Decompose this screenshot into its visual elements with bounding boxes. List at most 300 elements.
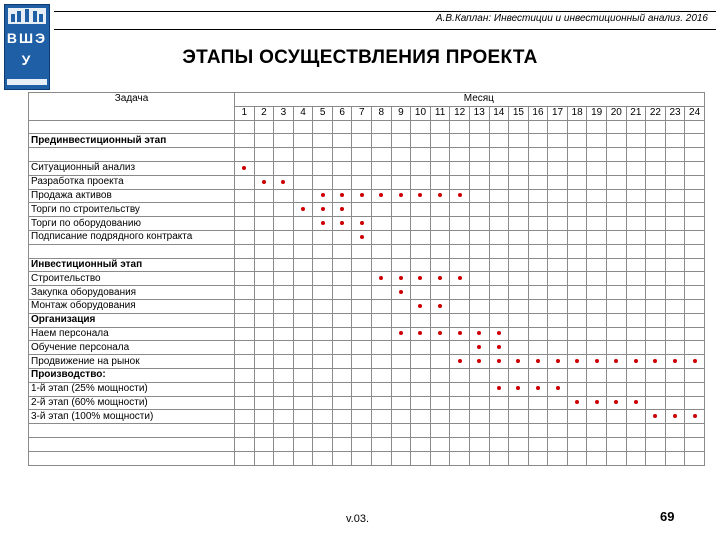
- table-row: [29, 272, 705, 286]
- month-cell: [528, 327, 548, 341]
- month-cell: [685, 396, 705, 410]
- table-row: [29, 410, 705, 424]
- month-cell: [293, 175, 313, 189]
- month-cell: [235, 161, 255, 175]
- month-cell: [606, 148, 626, 162]
- month-cell: [293, 189, 313, 203]
- month-cell: [450, 396, 470, 410]
- month-cell: [528, 410, 548, 424]
- month-cell: [567, 410, 587, 424]
- month-cell: [235, 134, 255, 148]
- month-cell: [254, 134, 274, 148]
- month-cell: [352, 148, 372, 162]
- month-cell: [587, 368, 607, 382]
- month-cell: [372, 299, 392, 313]
- month-cell: [235, 258, 255, 272]
- table-row: [29, 299, 705, 313]
- month-cell: [235, 424, 255, 438]
- activity-marker: [418, 276, 422, 280]
- month-cell: [235, 286, 255, 300]
- month-cell: [685, 299, 705, 313]
- month-cell: [528, 424, 548, 438]
- month-cell: [450, 424, 470, 438]
- month-cell: [391, 327, 411, 341]
- month-cell: [274, 217, 294, 231]
- month-cell: [626, 341, 646, 355]
- month-cell: [411, 272, 431, 286]
- month-cell: [254, 217, 274, 231]
- month-cell: [411, 396, 431, 410]
- month-cell: [235, 382, 255, 396]
- month-cell: [254, 313, 274, 327]
- month-cell: [685, 451, 705, 465]
- month-cell: [509, 424, 529, 438]
- month-cell: [646, 451, 666, 465]
- activity-marker: [458, 276, 462, 280]
- month-cell: [606, 382, 626, 396]
- month-cell: [587, 189, 607, 203]
- month-cell: [332, 120, 352, 134]
- month-number: 15: [509, 106, 529, 120]
- month-cell: [411, 120, 431, 134]
- month-cell: [411, 327, 431, 341]
- month-cell: [685, 258, 705, 272]
- month-cell: [313, 368, 333, 382]
- month-cell: [665, 437, 685, 451]
- month-cell: [606, 313, 626, 327]
- month-cell: [646, 148, 666, 162]
- month-cell: [489, 382, 509, 396]
- header-row: [29, 93, 705, 107]
- month-cell: [313, 327, 333, 341]
- table-row: [29, 437, 705, 451]
- month-cell: [567, 272, 587, 286]
- month-cell: [469, 437, 489, 451]
- month-cell: [254, 189, 274, 203]
- month-cell: [274, 203, 294, 217]
- month-cell: [646, 313, 666, 327]
- month-cell: [293, 451, 313, 465]
- month-cell: [450, 189, 470, 203]
- month-cell: [430, 120, 450, 134]
- month-cell: [685, 161, 705, 175]
- month-cell: [293, 286, 313, 300]
- month-cell: [391, 396, 411, 410]
- activity-marker: [458, 359, 462, 363]
- month-cell: [235, 244, 255, 258]
- month-cell: [509, 451, 529, 465]
- month-cell: [587, 410, 607, 424]
- month-cell: [332, 451, 352, 465]
- month-cell: [606, 437, 626, 451]
- month-cell: [509, 217, 529, 231]
- month-cell: [450, 451, 470, 465]
- table-row: [29, 396, 705, 410]
- month-cell: [509, 258, 529, 272]
- month-cell: [489, 161, 509, 175]
- month-cell: [469, 217, 489, 231]
- activity-marker: [536, 359, 540, 363]
- month-cell: [430, 341, 450, 355]
- month-cell: [548, 410, 568, 424]
- task-label: Монтаж оборудования: [29, 299, 235, 313]
- month-cell: [391, 451, 411, 465]
- month-cell: [509, 148, 529, 162]
- month-cell: [411, 451, 431, 465]
- month-number: 2: [254, 106, 274, 120]
- month-cell: [489, 327, 509, 341]
- month-cell: [528, 230, 548, 244]
- month-cell: [606, 424, 626, 438]
- month-cell: [489, 424, 509, 438]
- month-cell: [274, 327, 294, 341]
- month-cell: [411, 424, 431, 438]
- month-cell: [626, 230, 646, 244]
- activity-marker: [340, 193, 344, 197]
- activity-marker: [399, 276, 403, 280]
- month-cell: [665, 175, 685, 189]
- month-cell: [391, 148, 411, 162]
- month-cell: [254, 437, 274, 451]
- month-cell: [548, 134, 568, 148]
- month-cell: [509, 327, 529, 341]
- month-cell: [489, 286, 509, 300]
- month-cell: [646, 437, 666, 451]
- month-cell: [646, 272, 666, 286]
- month-cell: [685, 148, 705, 162]
- footer-version: v.03.: [346, 513, 370, 525]
- activity-marker: [477, 345, 481, 349]
- month-number: 13: [469, 106, 489, 120]
- month-cell: [626, 120, 646, 134]
- month-cell: [332, 396, 352, 410]
- month-cell: [254, 451, 274, 465]
- table-row: [29, 217, 705, 231]
- activity-marker: [321, 207, 325, 211]
- month-cell: [567, 451, 587, 465]
- activity-marker: [477, 331, 481, 335]
- month-cell: [352, 120, 372, 134]
- month-cell: [489, 120, 509, 134]
- month-cell: [430, 396, 450, 410]
- month-cell: [254, 203, 274, 217]
- month-cell: [528, 217, 548, 231]
- month-cell: [352, 451, 372, 465]
- month-cell: [685, 217, 705, 231]
- month-cell: [528, 368, 548, 382]
- activity-marker: [575, 359, 579, 363]
- month-cell: [411, 175, 431, 189]
- month-cell: [685, 437, 705, 451]
- month-cell: [646, 161, 666, 175]
- month-cell: [372, 410, 392, 424]
- month-cell: [646, 299, 666, 313]
- month-cell: [626, 189, 646, 203]
- month-cell: [450, 175, 470, 189]
- month-cell: [352, 368, 372, 382]
- month-cell: [274, 355, 294, 369]
- month-cell: [274, 148, 294, 162]
- page-title: ЭТАПЫ ОСУЩЕСТВЛЕНИЯ ПРОЕКТА: [182, 47, 538, 68]
- activity-marker: [360, 235, 364, 239]
- activity-marker: [379, 276, 383, 280]
- month-cell: [685, 341, 705, 355]
- month-cell: [606, 410, 626, 424]
- month-cell: [332, 424, 352, 438]
- month-cell: [313, 410, 333, 424]
- month-cell: [450, 134, 470, 148]
- month-cell: [606, 286, 626, 300]
- month-cell: [685, 230, 705, 244]
- month-cell: [332, 258, 352, 272]
- month-cell: [489, 189, 509, 203]
- month-cell: [665, 230, 685, 244]
- month-cell: [391, 437, 411, 451]
- task-label: Наем персонала: [29, 327, 235, 341]
- table-row: [29, 341, 705, 355]
- activity-marker: [634, 359, 638, 363]
- month-cell: [548, 313, 568, 327]
- month-cell: [293, 410, 313, 424]
- activity-marker: [281, 180, 285, 184]
- activity-marker: [321, 193, 325, 197]
- month-cell: [332, 189, 352, 203]
- month-cell: [391, 313, 411, 327]
- table-row: [29, 327, 705, 341]
- month-cell: [430, 424, 450, 438]
- month-cell: [587, 299, 607, 313]
- month-cell: [489, 134, 509, 148]
- month-cell: [665, 148, 685, 162]
- month-cell: [352, 424, 372, 438]
- month-cell: [469, 161, 489, 175]
- month-cell: [626, 244, 646, 258]
- month-cell: [685, 244, 705, 258]
- month-cell: [235, 313, 255, 327]
- month-cell: [528, 396, 548, 410]
- month-cell: [430, 327, 450, 341]
- month-number: 11: [430, 106, 450, 120]
- month-cell: [587, 161, 607, 175]
- month-cell: [391, 424, 411, 438]
- month-cell: [450, 258, 470, 272]
- logo-text: ВШЭУ: [6, 30, 48, 68]
- month-cell: [352, 410, 372, 424]
- month-number: 16: [528, 106, 548, 120]
- month-cell: [587, 437, 607, 451]
- month-cell: [685, 120, 705, 134]
- month-cell: [469, 272, 489, 286]
- month-cell: [509, 299, 529, 313]
- month-cell: [352, 217, 372, 231]
- activity-marker: [360, 193, 364, 197]
- month-cell: [313, 313, 333, 327]
- month-cell: [587, 203, 607, 217]
- activity-marker: [556, 359, 560, 363]
- month-cell: [430, 313, 450, 327]
- month-cell: [235, 410, 255, 424]
- month-cell: [235, 189, 255, 203]
- month-cell: [274, 410, 294, 424]
- month-cell: [450, 217, 470, 231]
- gantt-table: [28, 92, 705, 466]
- month-cell: [606, 299, 626, 313]
- month-cell: [548, 437, 568, 451]
- month-cell: [274, 258, 294, 272]
- month-cell: [587, 175, 607, 189]
- month-cell: [274, 175, 294, 189]
- month-cell: [313, 217, 333, 231]
- month-cell: [606, 258, 626, 272]
- section-label: Производство:: [29, 368, 235, 382]
- activity-marker: [497, 345, 501, 349]
- month-cell: [685, 355, 705, 369]
- activity-marker: [575, 400, 579, 404]
- month-cell: [685, 410, 705, 424]
- month-cell: [450, 327, 470, 341]
- month-cell: [606, 396, 626, 410]
- month-cell: [587, 355, 607, 369]
- month-cell: [626, 327, 646, 341]
- month-cell: [567, 230, 587, 244]
- table-row: [29, 203, 705, 217]
- month-cell: [489, 313, 509, 327]
- section-label: Организация: [29, 313, 235, 327]
- month-cell: [626, 175, 646, 189]
- activity-marker: [614, 400, 618, 404]
- month-cell: [587, 120, 607, 134]
- month-cell: [489, 410, 509, 424]
- month-cell: [274, 134, 294, 148]
- month-cell: [235, 327, 255, 341]
- month-cell: [430, 272, 450, 286]
- task-label: Обучение персонала: [29, 341, 235, 355]
- task-label: [29, 437, 235, 451]
- table-row: [29, 313, 705, 327]
- month-cell: [665, 424, 685, 438]
- month-cell: [567, 189, 587, 203]
- month-cell: [567, 175, 587, 189]
- task-label: Ситуационный анализ: [29, 161, 235, 175]
- month-cell: [548, 396, 568, 410]
- month-cell: [665, 382, 685, 396]
- month-cell: [352, 203, 372, 217]
- month-cell: [274, 368, 294, 382]
- month-cell: [685, 286, 705, 300]
- month-cell: [254, 148, 274, 162]
- activity-marker: [399, 331, 403, 335]
- month-cell: [391, 341, 411, 355]
- month-cell: [685, 424, 705, 438]
- month-cell: [254, 410, 274, 424]
- month-cell: [509, 382, 529, 396]
- month-cell: [665, 327, 685, 341]
- month-cell: [391, 410, 411, 424]
- month-cell: [685, 382, 705, 396]
- month-cell: [274, 451, 294, 465]
- month-number: 20: [606, 106, 626, 120]
- month-cell: [293, 203, 313, 217]
- month-cell: [411, 341, 431, 355]
- month-cell: [372, 313, 392, 327]
- activity-marker: [653, 359, 657, 363]
- table-row: [29, 424, 705, 438]
- task-label: Разработка проекта: [29, 175, 235, 189]
- task-column-header: Задача: [29, 93, 235, 121]
- month-number: 14: [489, 106, 509, 120]
- month-cell: [411, 368, 431, 382]
- month-cell: [469, 286, 489, 300]
- month-cell: [274, 313, 294, 327]
- month-cell: [450, 148, 470, 162]
- month-cell: [469, 189, 489, 203]
- month-cell: [528, 355, 548, 369]
- table-row: [29, 120, 705, 134]
- month-number: 4: [293, 106, 313, 120]
- month-cell: [665, 286, 685, 300]
- month-cell: [469, 258, 489, 272]
- month-cell: [469, 327, 489, 341]
- month-cell: [274, 341, 294, 355]
- month-cell: [548, 327, 568, 341]
- month-cell: [254, 355, 274, 369]
- month-cell: [469, 396, 489, 410]
- month-cell: [430, 189, 450, 203]
- month-cell: [411, 355, 431, 369]
- month-cell: [430, 203, 450, 217]
- month-cell: [450, 286, 470, 300]
- month-cell: [646, 120, 666, 134]
- month-cell: [293, 327, 313, 341]
- month-cell: [254, 327, 274, 341]
- month-cell: [391, 299, 411, 313]
- month-cell: [509, 396, 529, 410]
- month-cell: [606, 175, 626, 189]
- month-cell: [587, 230, 607, 244]
- month-cell: [254, 175, 274, 189]
- month-cell: [332, 286, 352, 300]
- activity-marker: [340, 207, 344, 211]
- month-cell: [587, 327, 607, 341]
- month-cell: [411, 286, 431, 300]
- month-cell: [450, 368, 470, 382]
- month-cell: [606, 451, 626, 465]
- month-cell: [528, 437, 548, 451]
- month-cell: [469, 203, 489, 217]
- task-label: 3-й этап (100% мощности): [29, 410, 235, 424]
- month-cell: [352, 161, 372, 175]
- month-cell: [352, 327, 372, 341]
- month-number: 7: [352, 106, 372, 120]
- month-cell: [548, 451, 568, 465]
- month-cell: [665, 410, 685, 424]
- month-cell: [332, 355, 352, 369]
- month-cell: [509, 203, 529, 217]
- month-cell: [274, 272, 294, 286]
- month-cell: [254, 244, 274, 258]
- month-cell: [430, 410, 450, 424]
- month-number: 18: [567, 106, 587, 120]
- month-cell: [567, 299, 587, 313]
- month-cell: [332, 217, 352, 231]
- month-cell: [528, 313, 548, 327]
- month-cell: [665, 217, 685, 231]
- month-cell: [646, 327, 666, 341]
- activity-marker: [399, 290, 403, 294]
- activity-marker: [693, 359, 697, 363]
- table-row: [29, 161, 705, 175]
- month-cell: [548, 161, 568, 175]
